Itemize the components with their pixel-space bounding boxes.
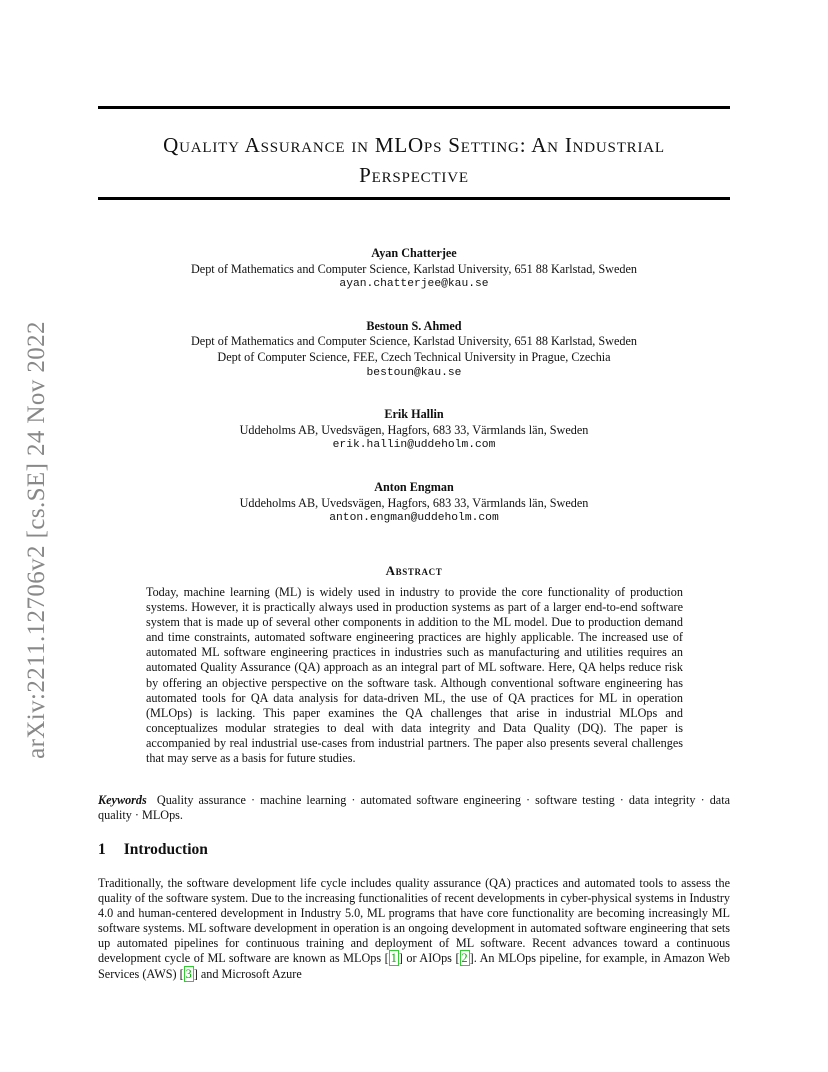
author-affiliation: Dept of Mathematics and Computer Science, Karlstad University, 651 88 Karlstad, Sweden [191, 334, 637, 349]
intro-text: . An MLOps pipeline, for example, in Amazon Web Services (AWS) [98, 951, 731, 981]
section-heading [98, 841, 208, 859]
author-entry [98, 407, 730, 454]
author-email[interactable]: erik.hallin@uddeholm.com [332, 439, 496, 452]
author-name: Anton Engman [374, 479, 454, 494]
author-name: Erik Hallin [384, 407, 444, 422]
intro-text: or AIOps [402, 951, 456, 966]
author-affiliation: Uddeholms AB, Uvedsvägen, Hagfors, 683 33, Värmlands län, Sweden [239, 422, 589, 437]
author-affiliation: Dept of Computer Science, FEE, Czech Technical University in Prague, Czechia [217, 349, 611, 364]
citation-link[interactable]: [ 3 ] [179, 966, 198, 981]
title-rule-bottom [98, 197, 730, 200]
author-name: Bestoun S. Ahmed [366, 318, 462, 333]
author-email[interactable]: bestoun@kau.se [366, 366, 462, 379]
paper-title [98, 130, 730, 190]
title-line-1: Quality Assurance in MLOps Setting: An Industrial [163, 133, 665, 157]
author-entry [98, 480, 730, 527]
citation-number: 2 [461, 951, 468, 966]
citation-link[interactable]: [ 1 ] [384, 951, 403, 966]
intro-text: and Microsoft Azure [197, 966, 302, 981]
intro-text: Traditionally, the software development life cycle includes quality assurance (QA) practices and automated tools to assess the quality of the software system. Due to the increasing functionalities of recent developments in cyber-physical systems in Industry 4.0 and human-centered development in Industry 5.0, ML programs that have core functionality are becoming increasingly ML software systems. ML software development in operation is an ongoing development in automated software engineering that sets up automated pipelines for continuous training and deployment of ML software. Recent advances toward a continuous development cycle of ML software are known as MLOps [98, 876, 730, 966]
author-name: Ayan Chatterjee [371, 246, 457, 260]
arxiv-id: arXiv:2211.12706v2 [cs.SE] 24 Nov 2022 [23, 321, 50, 759]
citation-link[interactable]: [ 2 ] [455, 951, 474, 966]
keywords-label: Keywords [98, 793, 147, 807]
author-affiliation: Uddeholms AB, Uvedsvägen, Hagfors, 683 33, Värmlands län, Sweden [239, 495, 589, 510]
section-number: 1 [98, 841, 106, 858]
title-line-2: Perspective [359, 163, 469, 187]
citation-number: 1 [390, 951, 397, 966]
title-rule-top [98, 106, 730, 109]
arxiv-sidebar-stamp [22, 290, 52, 790]
keywords-line [98, 793, 730, 823]
keywords-text: Quality assurance · machine learning · automated software engineering · software testing · data integrity · data quality · MLOps. [98, 793, 731, 823]
abstract-heading: Abstract [385, 563, 443, 578]
author-entry [98, 319, 730, 381]
author-email[interactable]: ayan.chatterjee@kau.se [339, 278, 489, 291]
intro-paragraph [98, 876, 730, 982]
author-block [98, 246, 730, 553]
citation-number: 3 [185, 966, 192, 981]
author-affiliation: Dept of Mathematics and Computer Science, Karlstad University, 651 88 Karlstad, Sweden [191, 261, 637, 276]
author-email[interactable]: anton.engman@uddeholm.com [329, 512, 499, 525]
abstract-text: Today, machine learning (ML) is widely used in industry to provide the core functionality of production systems. However, it is practically always used in production systems as part of a larger end-to-end software system that is made up of several other components in addition to the ML model. Due to production demand and time constraints, automated software engineering practices are highly applicable. The increased use of automated ML software engineering practices in industries such as manufacturing and utilities requires an automated Quality Assurance (QA) approach as an integral part of ML software. Here, QA helps reduce risk by offering an objective perspective on the software task. Although conventional software engineering has automated tools for QA data analysis for data-driven ML, the use of QA practices for ML in operation (MLOps) is lacking. This paper examines the QA challenges that arise in industrial MLOps and conceptualizes modular strategies to deal with data integrity and Data Quality (DQ). The paper is accompanied by real industrial use-cases from industrial partners. The paper also presents several challenges that may serve as a basis for future studies. [146, 585, 683, 766]
section-title: Introduction [123, 841, 208, 858]
author-entry [98, 246, 730, 293]
